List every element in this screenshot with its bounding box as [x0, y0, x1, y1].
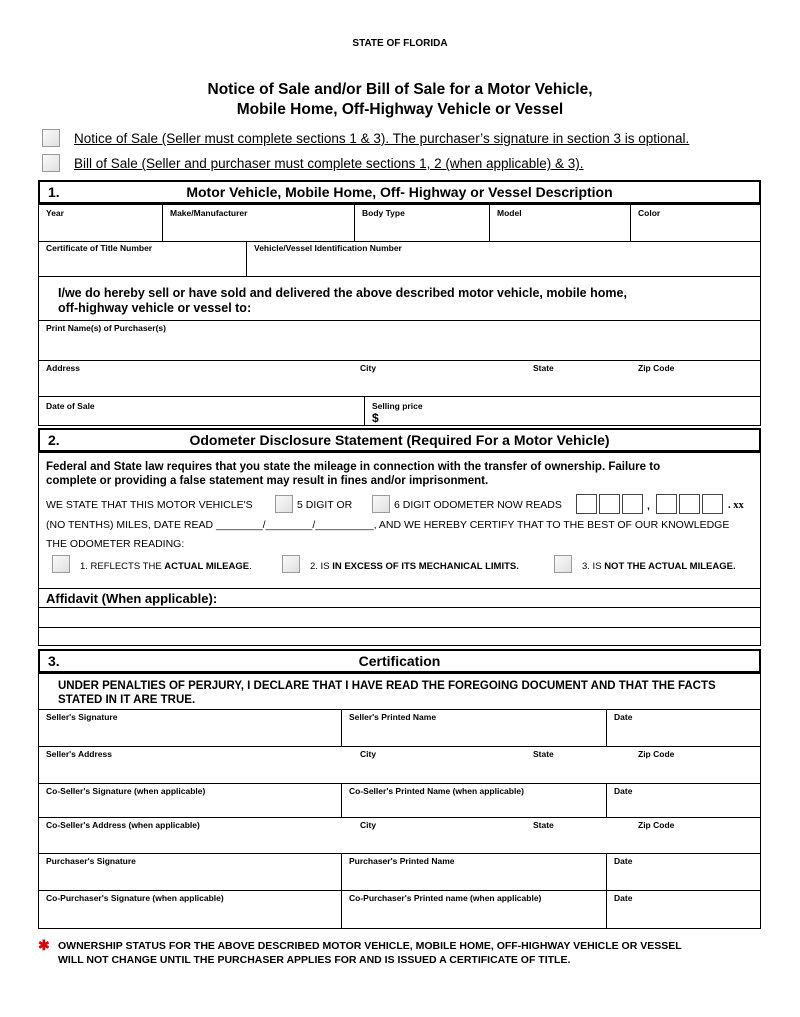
section2-header [38, 428, 761, 452]
make-label: Make/Manufacturer [170, 208, 248, 218]
form-title-line2: Mobile Home, Off-Highway Vehicle or Vessel [236, 101, 564, 118]
perjury-line1: UNDER PENALTIES OF PERJURY, I DECLARE THAT I HAVE READ THE FOREGOING DOCUMENT AND THAT THE FACTS [58, 680, 716, 692]
title-number-label: Certificate of Title Number [46, 243, 153, 253]
purchaser-address-label: Address [46, 363, 81, 373]
odometer-digit-1[interactable] [576, 494, 597, 514]
sale-declaration-line1: I/we do hereby sell or have sold and delivered the above described motor vehicle, mobile home, [58, 286, 627, 300]
copurchaser-printed-label: Co-Purchaser's Printed name (when applicable) [349, 893, 542, 903]
odometer-digit-4[interactable] [656, 494, 677, 514]
perjury-statement [58, 679, 716, 707]
year-label: Year [46, 208, 64, 218]
selling-price-label: Selling price [372, 401, 423, 411]
ownership-notice [58, 939, 682, 967]
purchaser-signature-label: Purchaser's Signature [46, 856, 136, 866]
seller-date-label: Date [614, 712, 633, 722]
coseller-signature-label: Co-Seller's Signature (when applicable) [46, 786, 206, 796]
bill-of-sale-checkbox[interactable] [42, 154, 60, 172]
model-label: Model [497, 208, 522, 218]
section2-number: 2. [48, 432, 60, 448]
ownership-notice-line1: OWNERSHIP STATUS FOR THE ABOVE DESCRIBED MOTOR VEHICLE, MOBILE HOME, OFF-HIGHWAY VEHICLE OR VESSEL [58, 940, 682, 952]
body-type-label: Body Type [362, 208, 405, 218]
section1-header [38, 180, 761, 204]
purchaser-names-label: Print Name(s) of Purchaser(s) [46, 323, 166, 333]
excess-limits-checkbox[interactable] [282, 555, 300, 573]
asterisk-icon: ✱ [38, 937, 50, 953]
section2-title: Odometer Disclosure Statement (Required For a Motor Vehicle) [189, 432, 610, 448]
coseller-zip-label: Zip Code [638, 820, 675, 830]
five-digit-label: 5 DIGIT OR [297, 499, 353, 511]
six-digit-label: 6 DIGIT ODOMETER NOW READS [394, 499, 562, 511]
federal-law-notice [46, 460, 660, 488]
color-label: Color [638, 208, 661, 218]
odometer-digit-2[interactable] [599, 494, 620, 514]
seller-address-label: Seller's Address [46, 749, 112, 759]
odometer-reading-text: THE ODOMETER READING: [46, 538, 185, 550]
bill-of-sale-label: Bill of Sale (Seller and purchaser must complete sections 1, 2 (when applicable) & 3). [74, 156, 584, 171]
not-actual-label: 3. IS NOT THE ACTUAL MILEAGE. [582, 561, 736, 572]
form-title [0, 80, 800, 120]
odometer-comma: , [647, 500, 650, 512]
not-actual-checkbox[interactable] [554, 555, 572, 573]
actual-mileage-checkbox[interactable] [52, 555, 70, 573]
we-state-text: WE STATE THAT THIS MOTOR VEHICLE'S [46, 499, 253, 511]
vin-label: Vehicle/Vessel Identification Number [254, 243, 402, 253]
purchaser-date-label: Date [614, 856, 633, 866]
sale-declaration [58, 286, 627, 316]
coseller-printed-label: Co-Seller's Printed Name (when applicable) [349, 786, 524, 796]
actual-mileage-label: 1. REFLECTS THE ACTUAL MILEAGE. [80, 561, 252, 572]
sale-declaration-line2: off-highway vehicle or vessel to: [58, 301, 252, 315]
date-of-sale-label: Date of Sale [46, 401, 95, 411]
purchaser-printed-label: Purchaser's Printed Name [349, 856, 455, 866]
section1-number: 1. [48, 184, 60, 200]
dollar-sign: $ [372, 411, 379, 425]
coseller-date-label: Date [614, 786, 633, 796]
coseller-city-label: City [360, 820, 377, 830]
odometer-digit-5[interactable] [679, 494, 700, 514]
ownership-notice-line2: WILL NOT CHANGE UNTIL THE PURCHASER APPLIES FOR AND IS ISSUED A CERTIFICATE OF TITLE. [58, 954, 571, 966]
seller-state-label: State [533, 749, 554, 759]
copurchaser-date-label: Date [614, 893, 633, 903]
odometer-digit-6[interactable] [702, 494, 723, 514]
form-title-line1: Notice of Sale and/or Bill of Sale for a Motor Vehicle, [207, 81, 593, 98]
section3-number: 3. [48, 653, 60, 669]
section3-header [38, 649, 761, 673]
excess-limits-label: 2. IS IN EXCESS OF ITS MECHANICAL LIMITS. [310, 561, 519, 572]
state-header: STATE OF FLORIDA [352, 38, 448, 49]
seller-zip-label: Zip Code [638, 749, 675, 759]
perjury-line2: STATED IN IT ARE TRUE. [58, 694, 196, 706]
notice-of-sale-label: Notice of Sale (Seller must complete sections 1 & 3). The purchaser’s signature in section 3 is optional. [74, 131, 690, 146]
federal-law-line1: Federal and State law requires that you state the mileage in connection with the transfer of ownership. Failure to [46, 461, 661, 473]
seller-signature-label: Seller's Signature [46, 712, 118, 722]
purchaser-zip-label: Zip Code [638, 363, 675, 373]
odometer-tenths: . xx [728, 500, 744, 511]
odometer-digit-3[interactable] [622, 494, 643, 514]
notice-of-sale-checkbox[interactable] [42, 129, 60, 147]
coseller-state-label: State [533, 820, 554, 830]
copurchaser-signature-label: Co-Purchaser's Signature (when applicable) [46, 893, 224, 903]
no-tenths-text: (NO TENTHS) MILES, DATE READ ________/________/__________, AND WE HEREBY CERTIFY THAT TO THE BEST OF OUR KNOWLEDGE [46, 519, 730, 531]
five-digit-checkbox[interactable] [275, 495, 293, 513]
seller-printed-label: Seller's Printed Name [349, 712, 437, 722]
six-digit-checkbox[interactable] [372, 495, 390, 513]
section1-title: Motor Vehicle, Mobile Home, Off- Highway or Vessel Description [186, 184, 613, 200]
federal-law-line2: complete or providing a false statement may result in fines and/or imprisonment. [46, 475, 489, 487]
coseller-address-label: Co-Seller's Address (when applicable) [46, 820, 200, 830]
section3-title: Certification [358, 653, 441, 669]
purchaser-city-label: City [360, 363, 377, 373]
affidavit-label: Affidavit (When applicable): [46, 591, 218, 606]
seller-city-label: City [360, 749, 377, 759]
purchaser-state-label: State [533, 363, 554, 373]
